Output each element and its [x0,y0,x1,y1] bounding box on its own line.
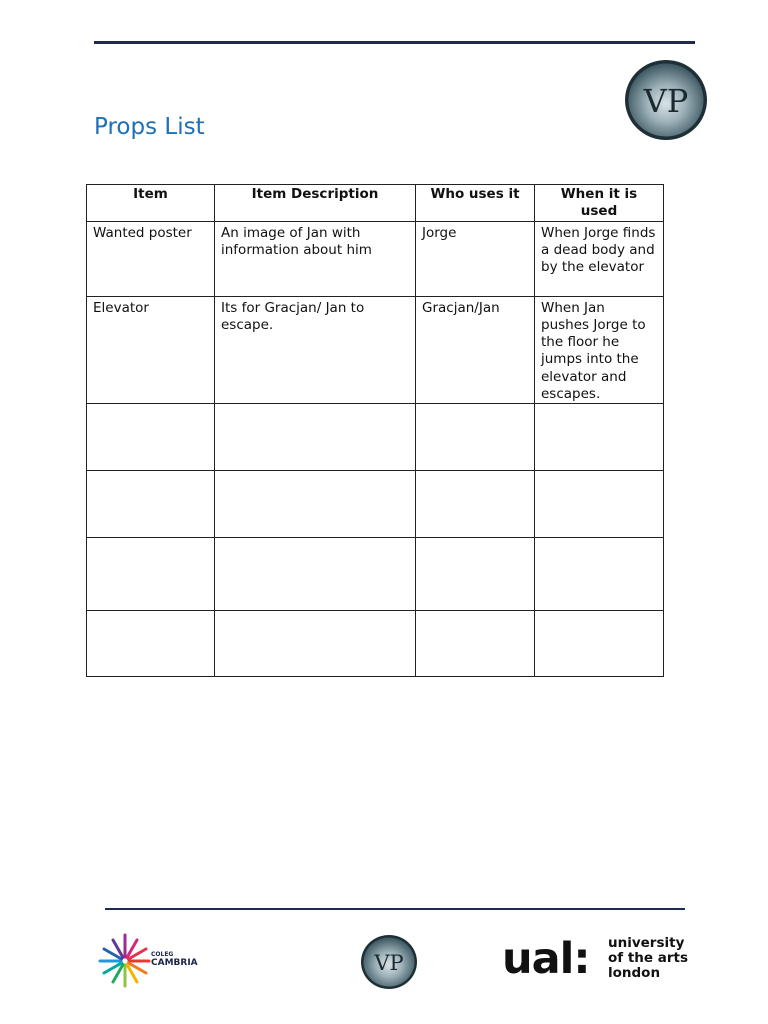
ual-wordmark [608,936,708,981]
table-row [87,538,664,611]
cell-item [87,538,215,611]
cambria-wordmark [151,952,198,968]
cell-item [87,404,215,471]
table-row [87,296,664,404]
vp-badge-text: VP [374,951,404,975]
cell-who [416,471,535,538]
cell-item: Elevator [87,296,215,404]
cell-description [215,611,416,677]
cell-who: Jorge [416,221,535,296]
vp-badge-icon [623,58,709,142]
column-header-item: Item [87,185,215,222]
ual-word-line: of the arts [608,950,689,966]
footer-rule [105,908,685,910]
cell-who [416,611,535,677]
vp-badge-text: VP [643,82,689,120]
cell-item [87,471,215,538]
ual-word-line: university [608,935,685,951]
cell-description [215,404,416,471]
table-row [87,611,664,677]
cell-when [535,471,664,538]
cell-description: Its for Gracjan/ Jan to escape. [215,296,416,404]
cell-when [535,538,664,611]
cell-item [87,611,215,677]
cell-description: An image of Jan with information about him [215,221,416,296]
column-header-when: When it is used [535,185,664,222]
cell-when: When Jorge finds a dead body and by the elevator [535,221,664,296]
ual-word-line: london [608,965,661,981]
ual-mark: ual: [502,934,590,984]
table-row [87,221,664,296]
page-title: Props List [94,114,205,140]
cell-when [535,611,664,677]
cell-who: Gracjan/Jan [416,296,535,404]
props-table [86,184,664,677]
cambria-big-text: CAMBRIA [151,958,198,968]
cell-who [416,538,535,611]
vp-badge-icon [360,934,418,990]
cell-description [215,538,416,611]
cell-when [535,404,664,471]
cell-who [416,404,535,471]
table-row [87,404,664,471]
column-header-who: Who uses it [416,185,535,222]
cambria-small-text: COLEG [151,951,174,958]
header-rule [94,41,695,44]
table-row [87,471,664,538]
table-header-row [87,185,664,222]
cell-item: Wanted poster [87,221,215,296]
cell-when: When Jan pushes Jorge to the floor he jumps into the elevator and escapes. [535,296,664,404]
column-header-description: Item Description [215,185,416,222]
cell-description [215,471,416,538]
